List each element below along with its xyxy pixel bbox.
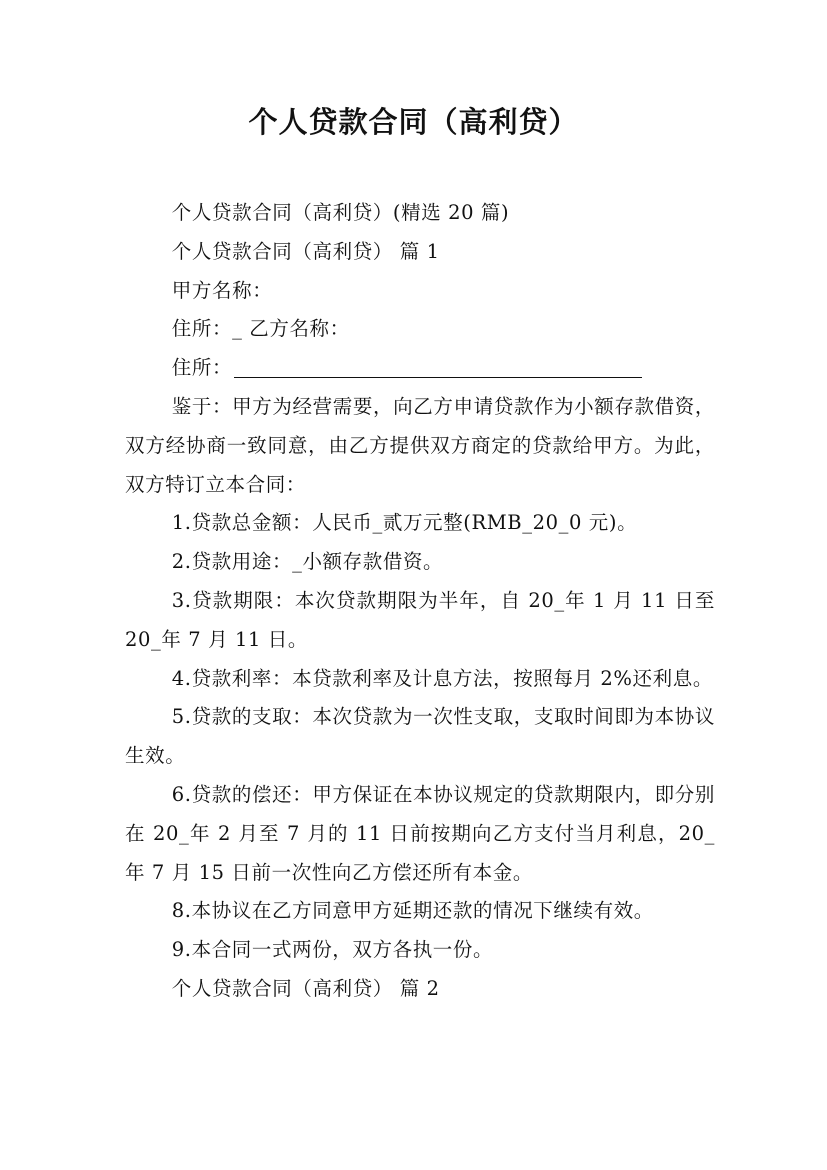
paragraph-clause-5: 5.贷款的支取：本次贷款为一次性支取，支取时间即为本协议生效。: [125, 705, 715, 768]
address-label: 住所：: [171, 356, 233, 380]
document-body: [125, 194, 715, 1009]
paragraph-address-blank: [125, 349, 715, 388]
paragraph-clause-8: 8.本协议在乙方同意甲方延期还款的情况下继续有效。: [171, 899, 654, 923]
paragraph-address-party-b: 住所：_ 乙方名称：: [171, 317, 350, 341]
paragraph-clause-4: 4.贷款利率：本贷款利率及计息方法，按照每月 2%还利息。: [171, 666, 713, 690]
paragraph-whereas: 鉴于：甲方为经营需要，向乙方申请贷款作为小额存款借资，双方经协商一致同意，由乙方提供双方商定的贷款给甲方。为此，双方特订立本合同：: [125, 394, 715, 496]
document-title: 个人贷款合同（高利贷）: [248, 105, 579, 139]
paragraph-collection-title: 个人贷款合同（高利贷）(精选 20 篇): [171, 201, 510, 224]
paragraph-article-heading-1: 个人贷款合同（高利贷） 篇 1: [171, 239, 440, 263]
paragraph-clause-1: 1.贷款总金额：人民币_贰万元整(RMB_20_0 元)。: [171, 511, 638, 535]
paragraph-party-a-name: 甲方名称：: [171, 278, 273, 302]
paragraph-clause-3: 3.贷款期限：本次贷款期限为半年，自 20_年 1 月 11 日至 20_年 7 月 11 日。: [125, 588, 715, 651]
address-blank-line: [234, 353, 642, 378]
paragraph-article-heading-2: 个人贷款合同（高利贷） 篇 2: [171, 976, 440, 1000]
paragraph-clause-2: 2.贷款用途：_小额存款借资。: [171, 550, 444, 574]
paragraph-clause-6: 6.贷款的偿还：甲方保证在本协议规定的贷款期限内，即分别在 20_年 2 月至 7 月的 11 日前按期向乙方支付当月利息，20_年 7 月 15 日前一次性向乙方偿还所有本金。: [125, 782, 715, 884]
paragraph-clause-9: 9.本合同一式两份，双方各执一份。: [171, 938, 494, 962]
